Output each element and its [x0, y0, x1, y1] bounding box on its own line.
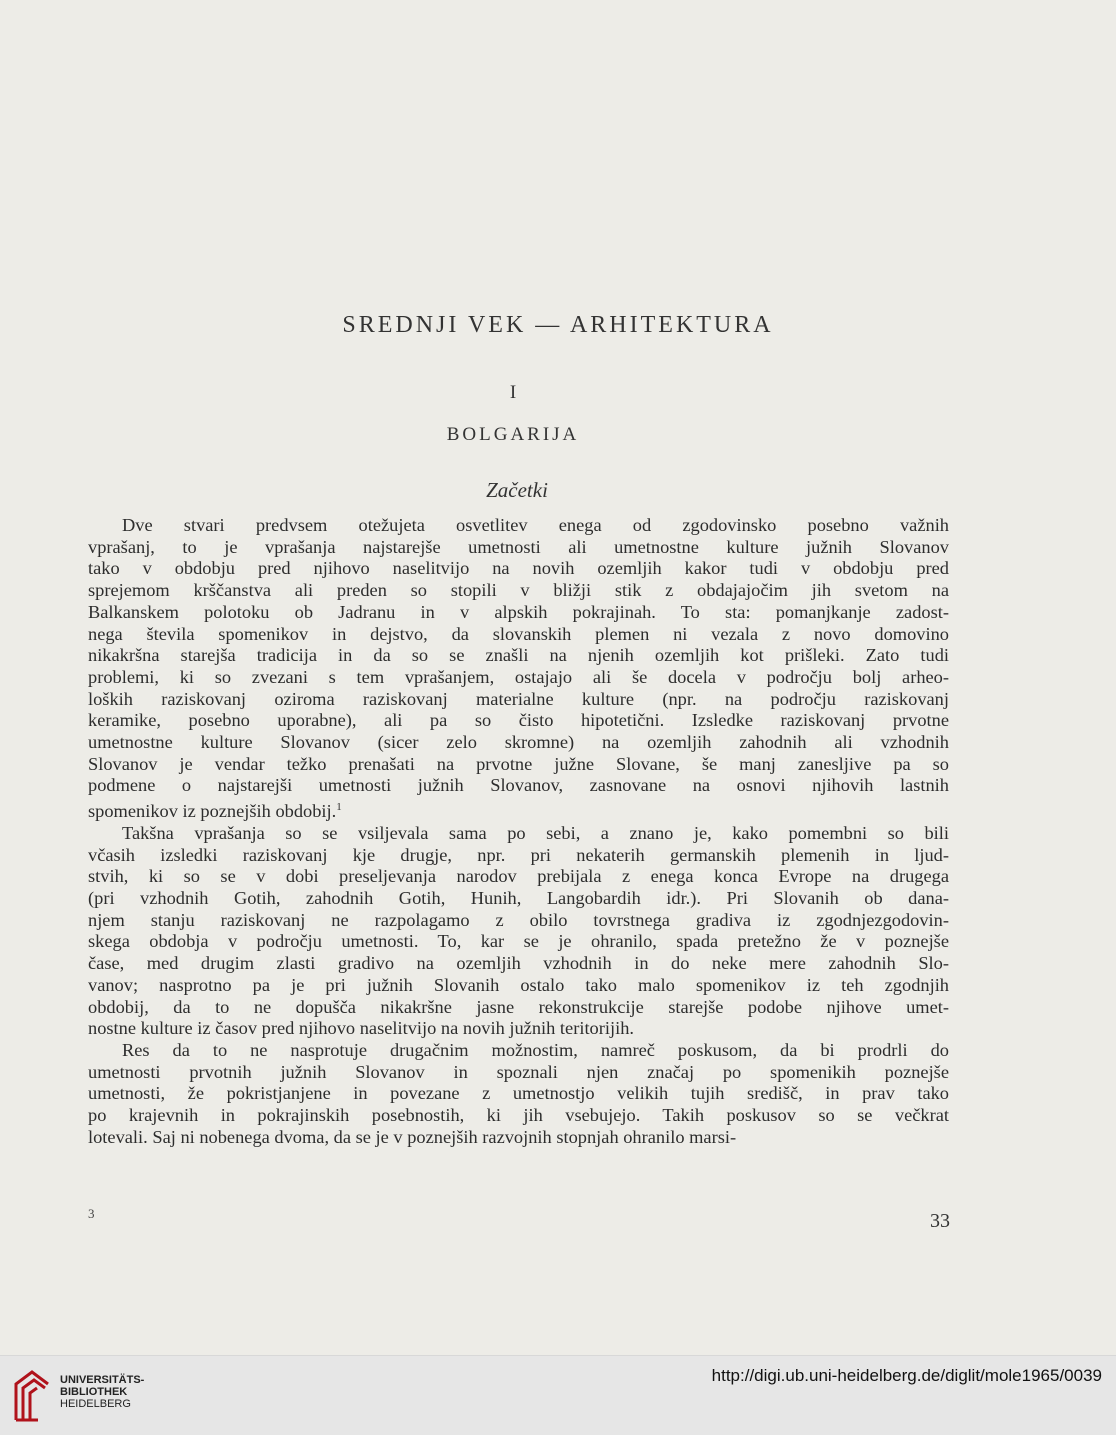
text-line: Slovanov je vendar težko prenašati na prvotne južne Slovane, še manj zanesljive pa so	[88, 753, 949, 774]
text-line: Dve stvari predvsem otežujeta osvetlitev enega od zgodovinsko posebno važnih	[122, 515, 949, 535]
permalink-url[interactable]: http://digi.ub.uni-heidelberg.de/diglit/mole1965/0039	[711, 1366, 1102, 1385]
text-line: nostne kulture iz časov pred njihovo naselitvijo na novih južnih teritorijih.	[88, 1018, 634, 1039]
library-name-line: BIBLIOTHEK	[60, 1386, 128, 1398]
text-line: nega števila spomenikov in dejstvo, da slovanskih plemen ni vezala z novo domovino	[88, 623, 949, 644]
viewer-footer	[0, 1355, 1116, 1435]
text-line: sprejemom krščanstva ali preden so stopili v bližji stik z obdajajočim jih svetom na	[88, 580, 949, 601]
text-line: umetnosti prvotnih južnih Slovanov in spoznali njen značaj po spomenikih poznejše	[88, 1061, 949, 1082]
printer-signature: 3	[88, 1206, 95, 1221]
text-line: včasih izsledki raziskovanj kje drugje, npr. pri nekaterih germanskih plemenih in ljud-	[88, 844, 949, 865]
footnote-marker[interactable]: 1	[336, 801, 342, 814]
text-line: spomenikov iz poznejših obdobij.$^1$	[88, 801, 342, 822]
text-line: skega obdobja v področju umetnosti. To, kar se je ohranilo, spada pretežno že v poznejše	[88, 931, 949, 952]
text-line: vanov; nasprotno pa je pri južnih Slovanih ostalo tako malo spomenikov iz teh zgodnjih	[88, 974, 949, 995]
section-number: I	[509, 382, 517, 403]
body-text	[88, 515, 949, 1149]
library-name-line: HEIDELBERG	[60, 1398, 131, 1410]
text-line: problemi, ki so zvezani s tem vprašanjem, ostajajo ali še docela v področju bolj arheo-	[88, 666, 949, 687]
text-line: Res da to ne nasprotuje drugačnim možnostim, namreč poskusom, da bi prodrli do	[122, 1040, 949, 1060]
text-line: keramike, posebno uporabne), ali pa so čisto hipotetični. Izsledke raziskovanj prvotne	[88, 710, 949, 731]
paragraph	[88, 515, 949, 823]
library-name-line: UNIVERSITÄTS-	[60, 1374, 145, 1386]
subsection-heading: Začetki	[486, 478, 548, 502]
chapter-title: SREDNJI VEK — ARHITEKTURA	[342, 312, 774, 338]
page-number: 33	[930, 1210, 950, 1232]
text-line: stvih, ki so se v dobi preseljevanja narodov prebijala z enega konca Evrope na drugega	[88, 866, 949, 887]
text-line: umetnosti, že pokristjanjene in povezane z umetnostjo velikih tujih središč, in prav tako	[88, 1083, 949, 1104]
text-line: lotevali. Saj ni nobenega dvoma, da se je v poznejših razvojnih stopnjah ohranilo marsi-	[88, 1126, 737, 1147]
text-line: nikakršna starejša tradicija in da so se znašli na njenih ozemljih kot prišleki. Zato tudi	[88, 645, 949, 666]
text-line: njem stanju raziskovanj ne razpolagamo z obilo tovrstnega gradiva iz zgodnjezgodovin-	[88, 909, 949, 930]
text-line: vprašanj, to je vprašanja najstarejše umetnosti ali umetnostne kulture južnih Slovanov	[88, 536, 949, 557]
text-line: (pri vzhodnih Gotih, zahodnih Gotih, Hunih, Langobardih idr.). Pri Slovanih ob dana-	[88, 888, 949, 909]
text-line: tako v obdobju pred njihovo naselitvijo na novih ozemljih kakor tudi v obdobju pred	[88, 558, 949, 579]
section-heading: BOLGARIJA	[446, 424, 580, 445]
text-line: obdobij, da to ne dopušča nikakršne jasne rekonstrukcije starejše podobe njihove umet-	[88, 996, 949, 1017]
paragraph	[88, 1040, 949, 1149]
text-line: podmene o najstarejši umetnosti južnih Slovanov, zasnovane na osnovi njihovih lastnih	[88, 775, 949, 796]
library-logo-icon	[12, 1366, 52, 1424]
text-line: Takšna vprašanja so se vsiljevala sama po sebi, a znano je, kako pomembni so bili	[122, 822, 949, 843]
paragraph	[88, 823, 949, 1040]
library-name	[60, 1374, 144, 1410]
text-line: po krajevnih in pokrajinskih posebnostih, ki jih vsebujejo. Takih poskusov so se večkrat	[88, 1105, 949, 1126]
text-line: umetnostne kulture Slovanov (sicer zelo skromne) na ozemljih zahodnih ali vzhodnih	[88, 732, 949, 753]
text-line: Balkanskem polotoku ob Jadranu in v alpskih pokrajinah. To sta: pomanjkanje zadost-	[88, 601, 949, 622]
text-line: čase, med drugim zlasti gradivo na ozemljih vzhodnih in do neke mere zahodnih Slo-	[88, 953, 949, 974]
text-line: loških raziskovanj oziroma raziskovanj materialne kulture (npr. na področju raziskovanj	[88, 688, 949, 709]
